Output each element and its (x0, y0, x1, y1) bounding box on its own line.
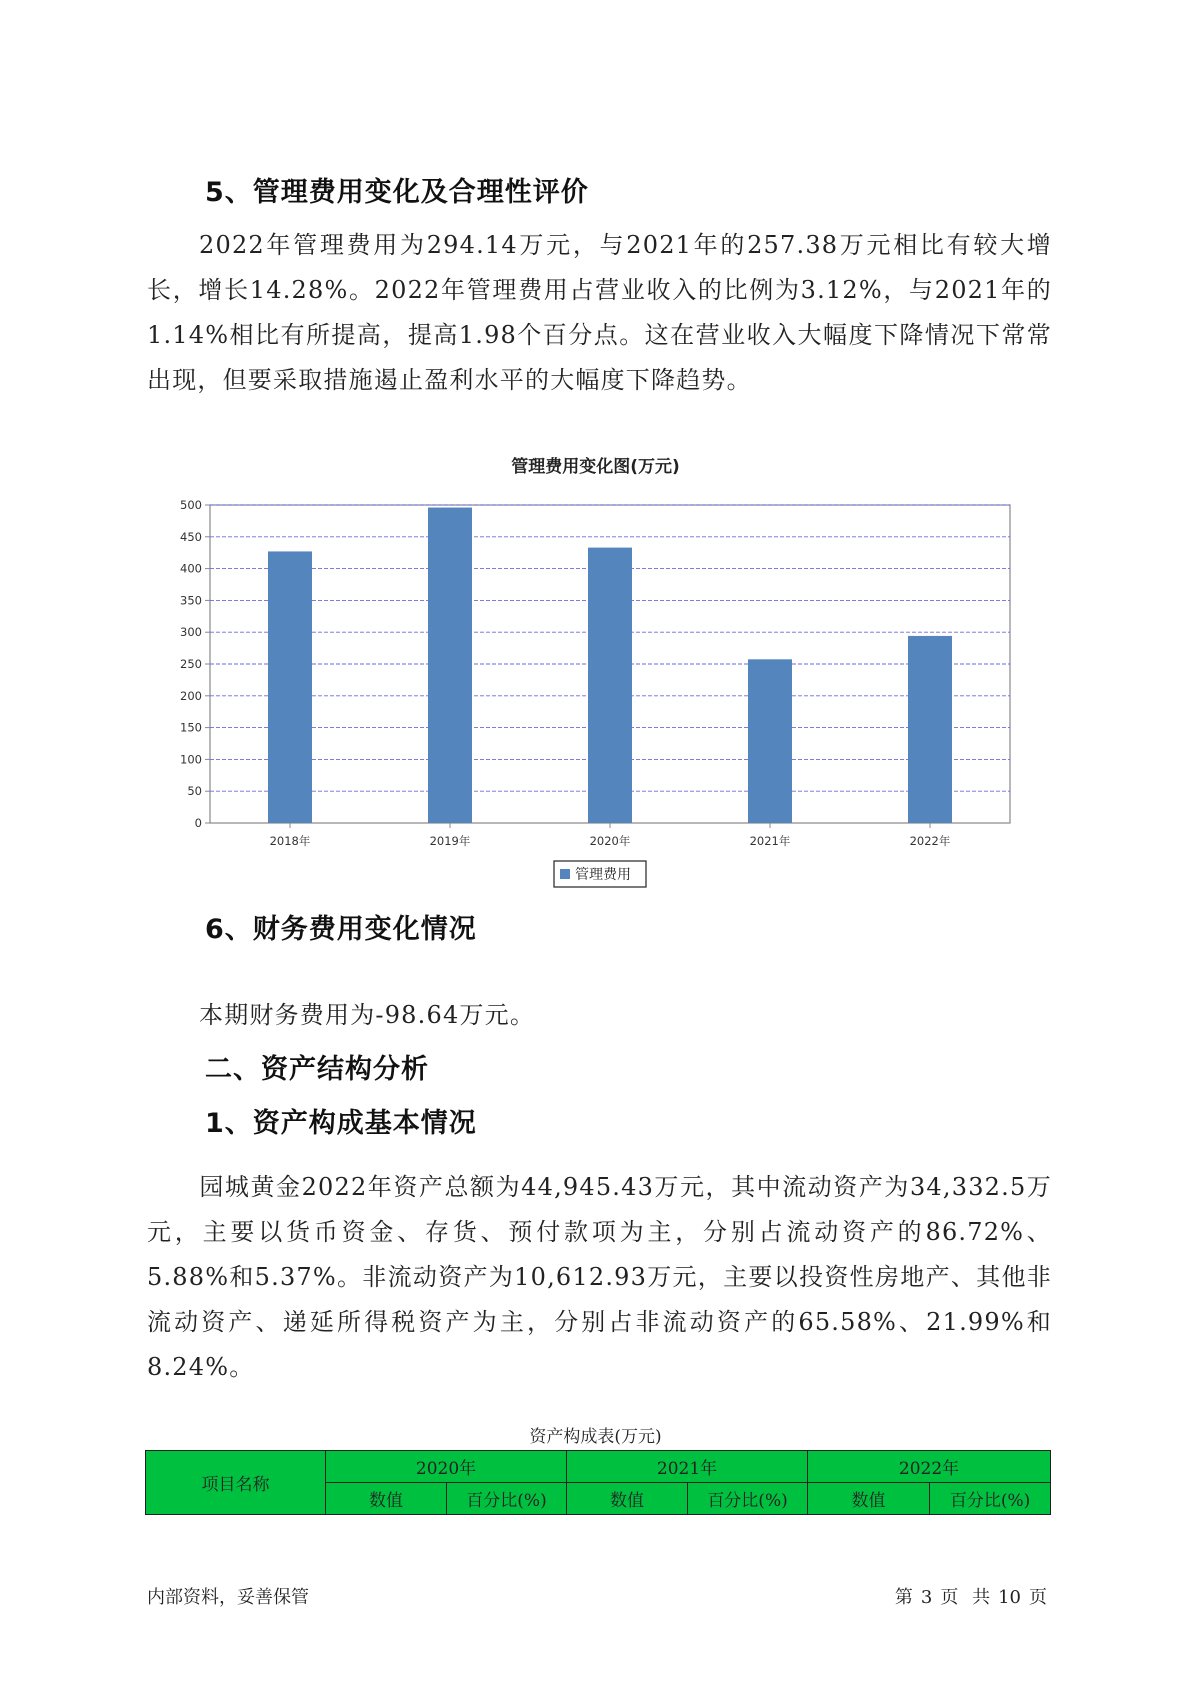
y-tick-label: 50 (187, 784, 202, 799)
x-tick-label: 2018年 (269, 834, 311, 848)
legend-swatch (560, 869, 570, 879)
table-caption: 资产构成表(万元) (529, 1427, 662, 1447)
page-prefix: 第 (894, 1587, 913, 1608)
admin-expense-chart (160, 480, 1020, 900)
section-heading-finance-expense: 6、财务费用变化情况 (205, 914, 477, 945)
year-header-2021: 2021年 (567, 1451, 808, 1483)
y-tick-label: 100 (180, 752, 202, 767)
y-tick-label: 400 (180, 561, 202, 576)
finance-expense-paragraph (147, 993, 1052, 1038)
page-unit: 页 (940, 1587, 959, 1608)
bar (908, 636, 952, 823)
x-tick-label: 2019年 (429, 834, 471, 848)
section-heading-admin-expense: 5、管理费用变化及合理性评价 (205, 177, 589, 208)
finance-expense-text: 本期财务费用为-98.64万元。 (199, 1001, 536, 1029)
year-header-2022: 2022年 (808, 1451, 1051, 1483)
footer-confidential: 内部资料，妥善保管 (147, 1587, 309, 1608)
percent-header: 百分比(%) (930, 1483, 1051, 1515)
y-tick-label: 450 (180, 529, 202, 544)
year-header-2020: 2020年 (326, 1451, 567, 1483)
asset-table (145, 1450, 1051, 1515)
value-header: 数值 (567, 1483, 688, 1515)
footer-page-info (891, 1583, 1051, 1609)
percent-header: 百分比(%) (688, 1483, 808, 1515)
y-tick-label: 300 (180, 625, 202, 640)
section-heading-asset-composition: 1、资产构成基本情况 (205, 1108, 477, 1139)
bar (588, 548, 632, 823)
bar (268, 551, 312, 823)
chart-title: 管理费用变化图(万元) (511, 457, 680, 477)
y-tick-label: 150 (180, 720, 202, 735)
x-tick-label: 2020年 (589, 834, 631, 848)
admin-expense-text: 2022年管理费用为294.14万元，与2021年的257.38万元相比有较大增长，增长14.28%。2022年管理费用占营业收入的比例为3.12%，与2021年的1.14%相比有所提高，提高1.98个百分点。这在营业收入大幅度下降情况下常常出现，但要采取措施遏止盈利水平的大幅度下降趋势。 (147, 231, 1052, 394)
value-header: 数值 (326, 1483, 447, 1515)
total-pages: 10 (998, 1587, 1021, 1608)
section-heading-asset-structure: 二、资产结构分析 (205, 1054, 429, 1085)
y-tick-label: 0 (194, 816, 202, 830)
admin-expense-paragraph (147, 223, 1052, 403)
y-tick-label: 200 (180, 688, 202, 703)
asset-composition-text: 园城黄金2022年资产总额为44,945.43万元，其中流动资产为34,332.5万元，主要以货币资金、存货、预付款项为主，分别占流动资产的86.72%、5.88%和5.37%。非流动资产为10,612.93万元，主要以投资性房地产、其他非流动资产、递延所得税资产为主，分别占非流动资产的65.58%、21.99%和8.24%。 (147, 1173, 1052, 1381)
legend-label: 管理费用 (575, 867, 631, 883)
item-name-header: 项目名称 (146, 1451, 326, 1515)
y-tick-label: 250 (180, 657, 202, 671)
table-header-row (146, 1451, 1051, 1483)
bar (428, 508, 472, 823)
y-tick-label: 500 (180, 498, 202, 512)
page-number: 3 (920, 1587, 933, 1608)
total-unit: 页 (1029, 1587, 1047, 1608)
value-header: 数值 (808, 1483, 930, 1515)
y-tick-label: 350 (180, 593, 202, 608)
bar (748, 659, 792, 823)
x-tick-label: 2021年 (749, 834, 791, 848)
total-prefix: 共 (972, 1587, 991, 1608)
percent-header: 百分比(%) (447, 1483, 567, 1515)
x-tick-label: 2022年 (909, 834, 951, 848)
asset-composition-paragraph (147, 1165, 1052, 1390)
